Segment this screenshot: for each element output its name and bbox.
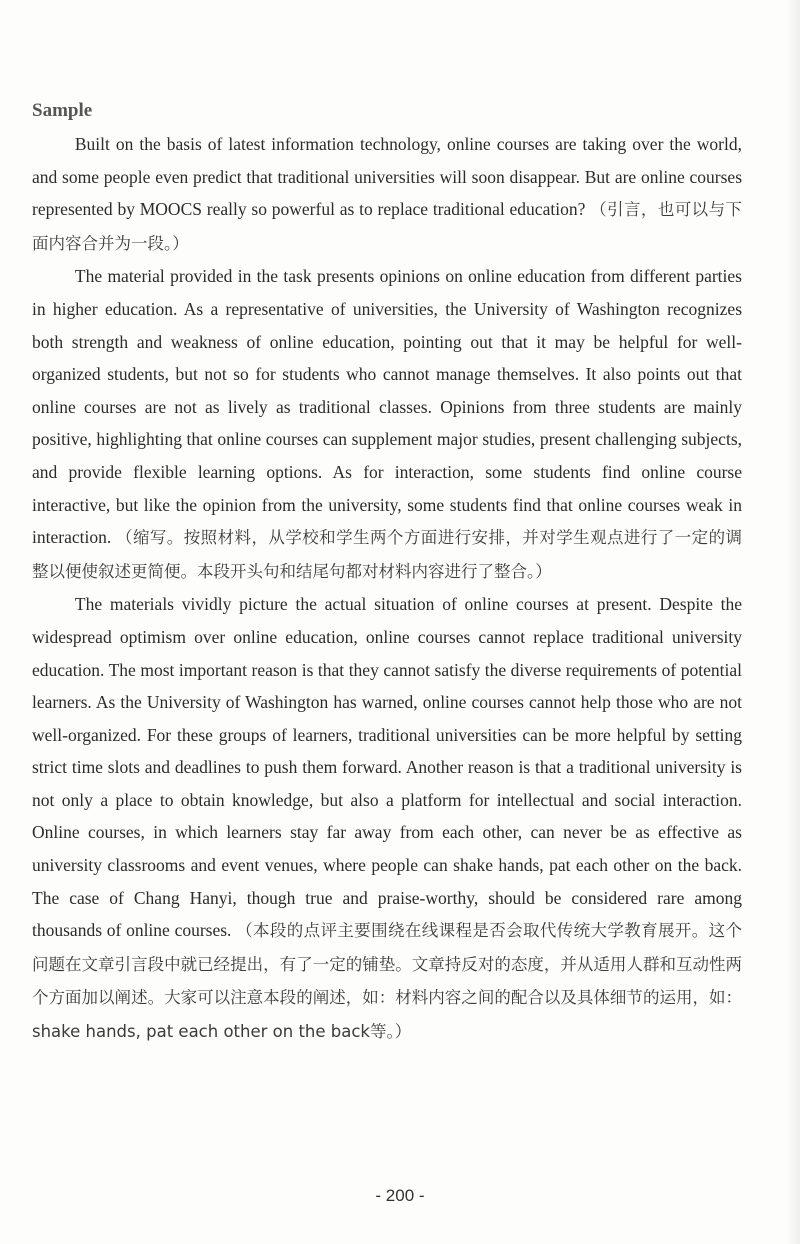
paragraph-text: Built on the basis of latest information technology, online courses are taking over the world, and some people even predict that traditional universities will soon disappear. But are online courses represented by MOOCS really so powerful as to replace traditional education? [32,134,742,220]
paragraph-text: The material provided in the task presents opinions on online education from different parties in higher education. As a representative of universities, the University of Washington recognizes both strength and weakness of online education, pointing out that it may be helpful for well-organized students, but not so for students who cannot manage themselves. It also points out that online courses are not as lively as traditional classes. Opinions from three students are mainly positive, highlighting that online courses can supplement major studies, present challenging subjects, and provide flexible learning options. As for interaction, some students find online course interactive, but like the opinion from the university, some students find that online courses weak in interaction. [32,266,742,548]
paragraph-note: （引言，也可以与下面内容合并为一段。） [32,200,743,253]
paragraph-note: （缩写。按照材料，从学校和学生两个方面进行安排，并对学生观点进行了一定的调整以便使叙述更简便。本段开头句和结尾句都对材料内容进行了整合。） [32,528,743,581]
section-heading: Sample [32,100,93,121]
document-body [32,96,742,1049]
paragraph-text: The materials vividly picture the actual situation of online courses at present. Despite the widespread optimism over online education, online courses cannot replace traditional university education. The most important reason is that they cannot satisfy the diverse requirements of potential learners. As the University of Washington has warned, online courses cannot help those who are not well-organized. For these groups of learners, traditional universities can be more helpful by setting strict time slots and deadlines to push them forward. Another reason is that a traditional university is not only a place to obtain knowledge, but also a platform for intellectual and social interaction. Online courses, in which learners stay far away from each other, can never be as effective as university classrooms and event venues, where people can shake hands, pat each other on the back. The case of Chang Hanyi, though true and praise-worthy, should be considered rare among thousands of online courses. [32,594,742,941]
paragraph-introduction [32,128,742,260]
page-edge-shadow [786,0,800,1244]
paragraph-summary [32,260,742,588]
paragraph-commentary [32,588,742,1048]
page-number: - 200 - [375,1186,425,1205]
paragraph-note: （本段的点评主要围绕在线课程是否会取代传统大学教育展开。这个问题在文章引言段中就已经提出，有了一定的铺垫。文章持反对的态度，并从适用人群和互动性两个方面加以阐述。大家可以注意本段的阐述，如：材料内容之间的配合以及具体细节的运用，如：shake hands, pat each other on the back等。） [32,921,742,1042]
